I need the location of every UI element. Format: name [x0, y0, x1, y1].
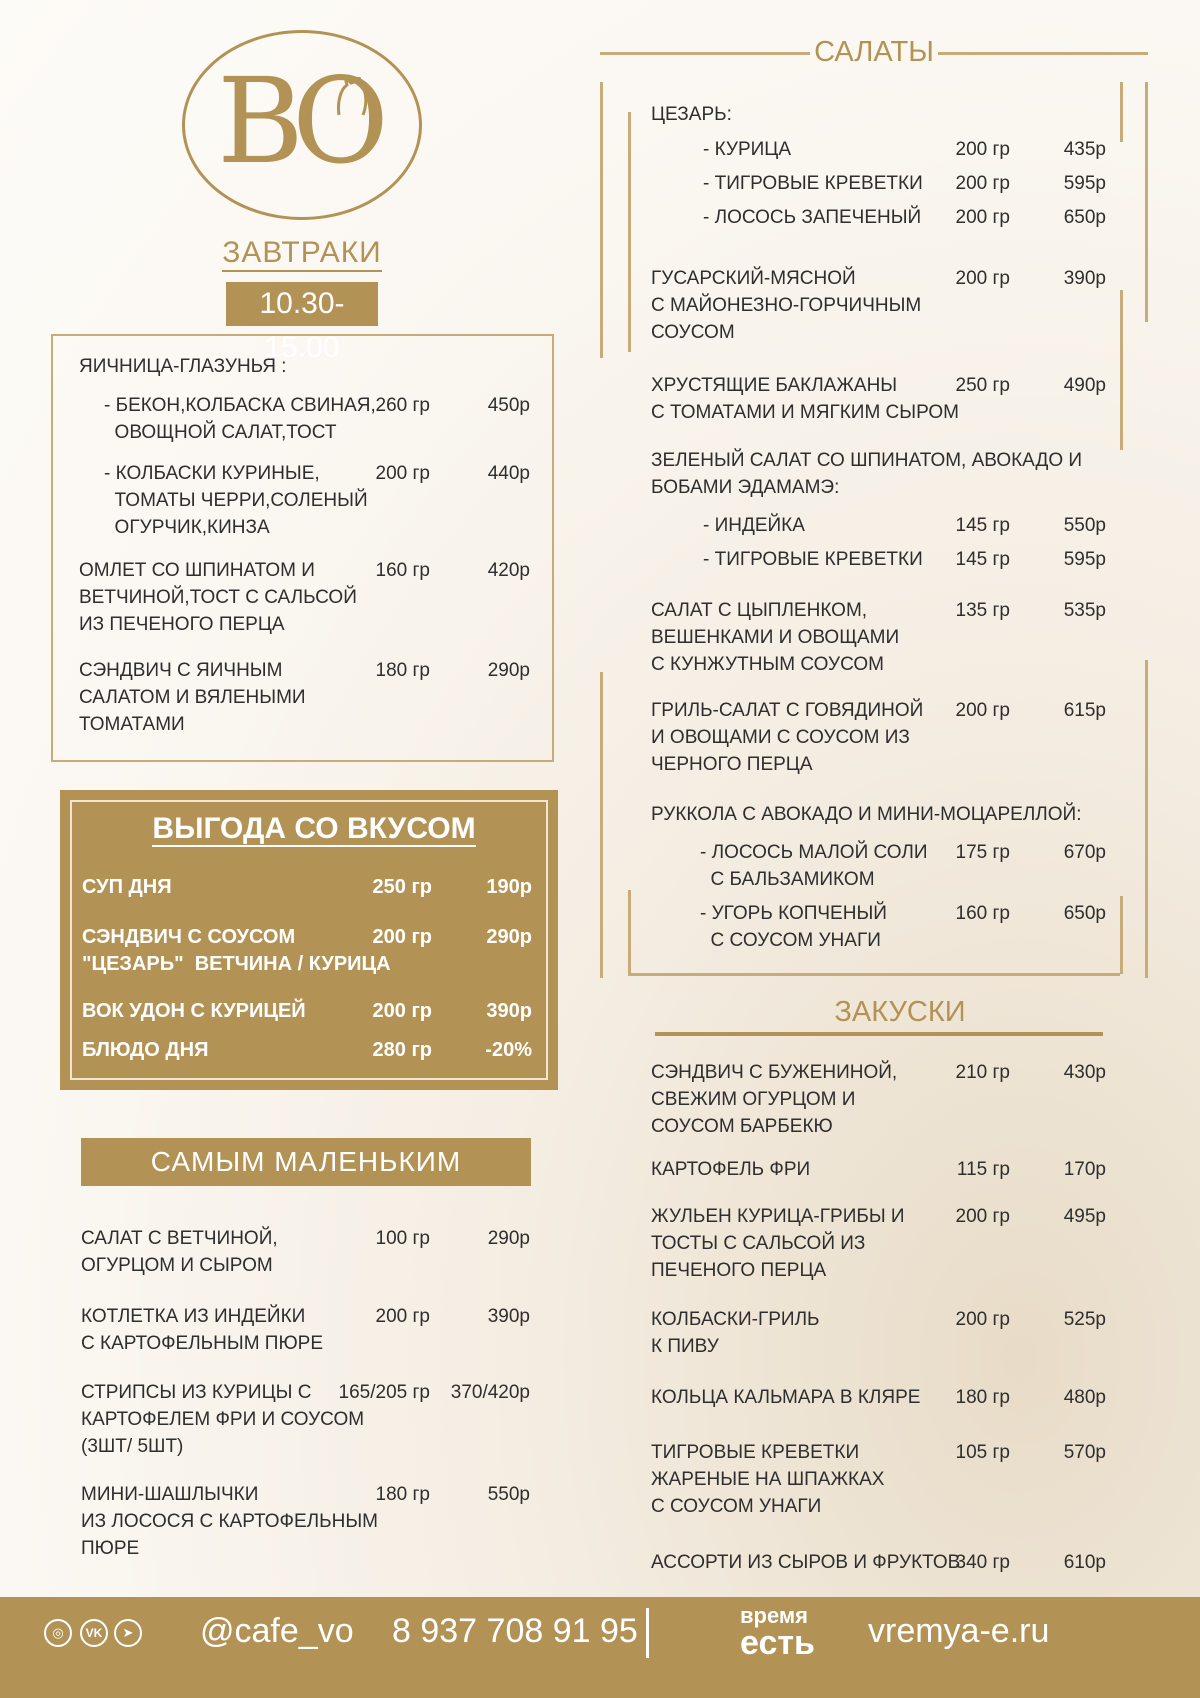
frame-line	[1120, 82, 1123, 142]
menu-item-price: 525р	[1063, 1309, 1106, 1330]
salad-group-caesar: ЦЕЗАРЬ:	[651, 104, 732, 125]
promo-item-weight: 250 гр	[372, 876, 432, 898]
menu-item-weight: 160 гр	[375, 560, 430, 581]
brand-line-2: есть	[740, 1624, 815, 1662]
brand-line-1: время	[740, 1603, 809, 1628]
menu-item-price: 650р	[1063, 903, 1106, 924]
menu-item-weight: 145 гр	[955, 515, 1010, 536]
menu-item-weight: 210 гр	[955, 1062, 1010, 1083]
salad-group-green: ЗЕЛЕНЫЙ САЛАТ СО ШПИНАТОМ, АВОКАДО И БОБАМИ ЭДАМАМЭ:	[651, 450, 1083, 498]
frame-line	[1145, 82, 1148, 322]
menu-item-price: 450р	[487, 395, 530, 416]
menu-item-weight: 200 гр	[375, 1306, 430, 1327]
promo-item-price: 290р	[486, 926, 532, 948]
menu-item-price: 370/420р	[450, 1382, 530, 1403]
menu-item-price: 570р	[1063, 1442, 1106, 1463]
menu-item-price: 650р	[1063, 207, 1106, 228]
footer-divider	[646, 1608, 649, 1658]
promo-item-weight: 280 гр	[372, 1039, 432, 1061]
frame-line	[628, 890, 631, 974]
menu-item-name: ГУСАРСКИЙ-МЯСНОЙ С МАЙОНЕЗНО-ГОРЧИЧНЫМ СОУСОМ	[651, 268, 922, 343]
frame-line	[600, 82, 603, 358]
menu-item-weight: 200 гр	[955, 700, 1010, 721]
promo-item-weight: 200 гр	[372, 1000, 432, 1022]
frame-line	[1120, 290, 1123, 450]
menu-item-name: - БЕКОН,КОЛБАСКА СВИНАЯ, ОВОЩНОЙ САЛАТ,ТОСТ	[104, 395, 376, 443]
menu-item-price: 290р	[487, 1228, 530, 1249]
frame-line	[628, 973, 1120, 976]
frame-line	[600, 52, 810, 55]
menu-item-price: 615р	[1063, 700, 1106, 721]
logo-text: BO	[217, 52, 375, 190]
frame-line	[600, 672, 603, 978]
promo-item-name: ВОК УДОН С КУРИЦЕЙ	[82, 1000, 306, 1022]
menu-item-price: 435р	[1063, 139, 1106, 160]
menu-item-name: АССОРТИ ИЗ СЫРОВ И ФРУКТОВ	[651, 1552, 961, 1573]
menu-item-weight: 200 гр	[375, 463, 430, 484]
menu-item-weight: 260 гр	[375, 395, 430, 416]
menu-item-name: СТРИПСЫ ИЗ КУРИЦЫ С КАРТОФЕЛЕМ ФРИ И СОУСОМ (3ШТ/ 5ШТ)	[81, 1382, 365, 1457]
menu-item-name: - ИНДЕЙКА	[703, 515, 805, 536]
menu-item-price: 595р	[1063, 549, 1106, 570]
menu-item-price: 440р	[487, 463, 530, 484]
frame-line	[628, 112, 631, 352]
menu-item-name: КАРТОФЕЛЬ ФРИ	[651, 1159, 811, 1180]
salad-group-arugula: РУККОЛА С АВОКАДО И МИНИ-МОЦАРЕЛЛОЙ:	[651, 804, 1082, 825]
breakfast-header: ЯИЧНИЦА-ГЛАЗУНЬЯ :	[79, 356, 287, 377]
menu-item-name: - УГОРЬ КОПЧЕНЫЙ С СОУСОМ УНАГИ	[700, 903, 887, 951]
menu-item-name: - КОЛБАСКИ КУРИНЫЕ, ТОМАТЫ ЧЕРРИ,СОЛЕНЫЙ ОГУРЧИК,КИНЗА	[104, 463, 368, 538]
promo-item-price: 190р	[486, 876, 532, 898]
menu-item-name: САЛАТ С ВЕТЧИНОЙ, ОГУРЦОМ И СЫРОМ	[81, 1228, 278, 1276]
menu-item-weight: 105 гр	[955, 1442, 1010, 1463]
menu-item-name: ГРИЛЬ-САЛАТ С ГОВЯДИНОЙ И ОВОЩАМИ С СОУСОМ ИЗ ЧЕРНОГО ПЕРЦА	[651, 700, 924, 775]
menu-item-name: СЭНДВИЧ С ЯИЧНЫМ САЛАТОМ И ВЯЛЕНЫМИ ТОМАТАМИ	[79, 660, 306, 735]
promo-item-weight: 200 гр	[372, 926, 432, 948]
menu-item-weight: 165/205 гр	[338, 1382, 430, 1403]
phone-number[interactable]: 8 937 708 91 95	[392, 1612, 638, 1650]
menu-item-name: САЛАТ С ЦЫПЛЕНКОМ, ВЕШЕНКАМИ И ОВОЩАМИ С КУНЖУТНЫМ СОУСОМ	[651, 600, 900, 675]
breakfast-hours: 10.30-15.00	[226, 282, 378, 326]
promo-item-name: БЛЮДО ДНЯ	[82, 1039, 209, 1061]
menu-item-price: 170р	[1063, 1159, 1106, 1180]
menu-item-price: 480р	[1063, 1387, 1106, 1408]
menu-item-name: - ТИГРОВЫЕ КРЕВЕТКИ	[703, 549, 923, 570]
menu-item-price: 595р	[1063, 173, 1106, 194]
menu-item-weight: 200 гр	[955, 207, 1010, 228]
menu-item-weight: 200 гр	[955, 1206, 1010, 1227]
menu-item-price: 390р	[1063, 268, 1106, 289]
menu-item-name: ЖУЛЬЕН КУРИЦА-ГРИБЫ И ТОСТЫ С САЛЬСОЙ ИЗ ПЕЧЕНОГО ПЕРЦА	[651, 1206, 905, 1281]
menu-item-price: 610р	[1063, 1552, 1106, 1573]
menu-item-weight: 200 гр	[955, 1309, 1010, 1330]
menu-item-weight: 180 гр	[955, 1387, 1010, 1408]
promo-item-name: СУП ДНЯ	[82, 876, 172, 898]
cat-icon	[335, 77, 369, 117]
salads-title: САЛАТЫ	[814, 36, 934, 68]
menu-item-name: - КУРИЦА	[703, 139, 792, 160]
menu-item-price: 390р	[487, 1306, 530, 1327]
menu-item-name: ТИГРОВЫЕ КРЕВЕТКИ ЖАРЕНЫЕ НА ШПАЖКАХ С СОУСОМ УНАГИ	[651, 1442, 885, 1517]
frame-line	[938, 52, 1148, 55]
menu-item-weight: 160 гр	[955, 903, 1010, 924]
kids-title: САМЫМ МАЛЕНЬКИМ	[81, 1138, 531, 1186]
menu-item-name: ХРУСТЯЩИЕ БАКЛАЖАНЫ С ТОМАТАМИ И МЯГКИМ СЫРОМ	[651, 375, 959, 423]
menu-item-weight: 100 гр	[375, 1228, 430, 1249]
frame-line	[1120, 896, 1123, 974]
instagram-handle[interactable]: @cafe_vo	[200, 1612, 354, 1650]
snacks-divider	[655, 1032, 1103, 1036]
brand-logo	[740, 1603, 815, 1662]
menu-item-weight: 200 гр	[955, 268, 1010, 289]
menu-item-name: СЭНДВИЧ С БУЖЕНИНОЙ, СВЕЖИМ ОГУРЦОМ И СОУСОМ БАРБЕКЮ	[651, 1062, 898, 1137]
vk-icon[interactable]: VK	[80, 1619, 108, 1647]
menu-item-price: 495р	[1063, 1206, 1106, 1227]
menu-item-weight: 135 гр	[955, 600, 1010, 621]
menu-item-weight: 200 гр	[955, 173, 1010, 194]
promo-title: ВЫГОДА СО ВКУСОМ	[152, 812, 476, 845]
menu-item-price: 290р	[487, 660, 530, 681]
menu-item-weight: 175 гр	[955, 842, 1010, 863]
globe-icon[interactable]: ◎	[44, 1619, 72, 1647]
cafe-logo	[182, 30, 422, 220]
menu-item-weight: 145 гр	[955, 549, 1010, 570]
menu-item-name: КОЛЬЦА КАЛЬМАРА В КЛЯРЕ	[651, 1387, 921, 1408]
promo-item-name: СЭНДВИЧ С СОУСОМ "ЦЕЗАРЬ" ВЕТЧИНА / КУРИЦА	[82, 926, 391, 975]
menu-item-price: 550р	[487, 1484, 530, 1505]
menu-item-price: 420р	[487, 560, 530, 581]
menu-item-weight: 200 гр	[955, 139, 1010, 160]
menu-item-name: КОТЛЕТКА ИЗ ИНДЕЙКИ С КАРТОФЕЛЬНЫМ ПЮРЕ	[81, 1306, 323, 1354]
menu-item-name: ОМЛЕТ СО ШПИНАТОМ И ВЕТЧИНОЙ,ТОСТ С САЛЬСОЙ ИЗ ПЕЧЕНОГО ПЕРЦА	[79, 560, 357, 635]
menu-item-price: 430р	[1063, 1062, 1106, 1083]
menu-item-price: 490р	[1063, 375, 1106, 396]
menu-item-weight: 340 гр	[955, 1552, 1010, 1573]
menu-item-price: 670р	[1063, 842, 1106, 863]
menu-item-name: - ТИГРОВЫЕ КРЕВЕТКИ	[703, 173, 923, 194]
menu-item-name: КОЛБАСКИ-ГРИЛЬ К ПИВУ	[651, 1309, 820, 1357]
menu-item-weight: 115 гр	[956, 1159, 1010, 1180]
menu-item-weight: 180 гр	[375, 1484, 430, 1505]
promo-item-price: -20%	[485, 1039, 532, 1061]
frame-line	[1145, 660, 1148, 978]
snacks-title: ЗАКУСКИ	[834, 996, 966, 1028]
menu-item-price: 550р	[1063, 515, 1106, 536]
menu-item-weight: 180 гр	[375, 660, 430, 681]
menu-item-weight: 250 гр	[955, 375, 1010, 396]
website-link[interactable]: vremya-e.ru	[868, 1612, 1050, 1650]
menu-item-price: 535р	[1063, 600, 1106, 621]
telegram-icon[interactable]: ➤	[114, 1619, 142, 1647]
menu-item-name: - ЛОСОСЬ МАЛОЙ СОЛИ С БАЛЬЗАМИКОМ	[700, 842, 928, 890]
breakfast-title: ЗАВТРАКИ	[182, 236, 422, 270]
promo-item-price: 390р	[486, 1000, 532, 1022]
menu-item-name: МИНИ-ШАШЛЫЧКИ ИЗ ЛОСОСЯ С КАРТОФЕЛЬНЫМ ПЮРЕ	[81, 1484, 378, 1559]
menu-item-name: - ЛОСОСЬ ЗАПЕЧЕНЫЙ	[703, 207, 922, 228]
